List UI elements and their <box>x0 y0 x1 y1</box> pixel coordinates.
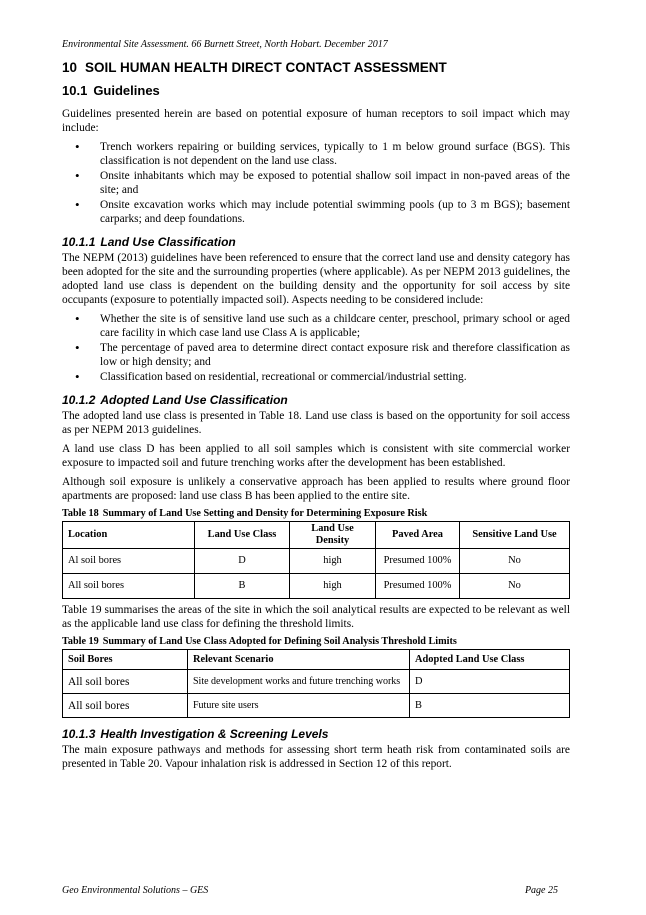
heading-title: Land Use Classification <box>100 235 236 249</box>
table-cell: D <box>410 670 570 694</box>
adopted-paragraph-3: Although soil exposure is unlikely a conservative approach has been applied to results where ground floor apartments are proposed: land use class B has been applied to the entire site. <box>62 476 570 502</box>
subsection-heading-guidelines <box>62 83 570 98</box>
guidelines-intro: Guidelines presented herein are based on potential exposure of human receptors to soil impact which may include: <box>62 108 570 134</box>
section-title: SOIL HUMAN HEALTH DIRECT CONTACT ASSESSMENT <box>85 60 447 75</box>
table-header-cell: Location <box>63 522 195 549</box>
heading-land-use-classification <box>62 235 570 249</box>
list-item: • Classification based on residential, recreational or commercial/industrial setting. <box>62 370 570 384</box>
table-19-intro: Table 19 summarises the areas of the site in which the soil analytical results are expected to be relevant as well as the applicable land use class for defining the threshold limits. <box>62 604 570 630</box>
table-header-cell: Land Use Density <box>290 522 376 549</box>
table-cell: Presumed 100% <box>376 574 460 599</box>
table-header-cell: Land Use Class <box>195 522 290 549</box>
table-18 <box>62 521 570 599</box>
table-header-cell: Soil Bores <box>63 650 188 670</box>
list-item: • Whether the site is of sensitive land use such as a childcare center, preschool, primary school or aged care facility in which case land use Class A is applicable; <box>62 312 570 340</box>
table-row <box>63 574 570 599</box>
land-use-bullet-list <box>62 312 570 384</box>
table-19-caption <box>62 636 570 647</box>
land-use-paragraph: The NEPM (2013) guidelines have been referenced to ensure that the correct land use and density category has been adopted for the site and the surrounding properties (where applicable). As per NEPM 2013 guidelines, the adopted land use class is dependent on the building density and the opportunity for soil access by site occupants (exposure to potentially impacted soil). Aspects needing to be considered include: <box>62 252 570 306</box>
table-number: Table 18 <box>62 508 99 519</box>
health-paragraph: The main exposure pathways and methods for assessing short term heath risk from contaminated soils are presented in Table 20. Vapour inhalation risk is addressed in Section 12 of this report. <box>62 744 570 770</box>
section-heading <box>62 60 570 75</box>
table-caption-text: Summary of Land Use Setting and Density for Determining Exposure Risk <box>102 508 428 519</box>
guidelines-bullet-list <box>62 140 570 226</box>
table-header-row <box>63 650 570 670</box>
table-row <box>63 549 570 574</box>
table-cell: Future site users <box>188 694 410 718</box>
heading-number: 10.1.1 <box>62 235 96 249</box>
table-cell: high <box>290 574 376 599</box>
page-number: Page 25 <box>524 885 558 896</box>
table-cell: Al soil bores <box>63 549 195 574</box>
table-header-row <box>63 522 570 549</box>
table-cell: Presumed 100% <box>376 549 460 574</box>
table-cell: No <box>460 549 570 574</box>
table-cell: D <box>195 549 290 574</box>
table-cell: B <box>410 694 570 718</box>
list-item: • The percentage of paved area to determine direct contact exposure risk and therefore classification as low or high density; and <box>62 341 570 369</box>
table-row <box>63 694 570 718</box>
table-19 <box>62 649 570 718</box>
heading-health-investigation <box>62 727 570 741</box>
heading-number: 10.1.3 <box>62 727 96 741</box>
table-cell: B <box>195 574 290 599</box>
heading-adopted-land-use <box>62 393 570 407</box>
table-cell: All soil bores <box>63 694 188 718</box>
table-row <box>63 670 570 694</box>
table-header-cell: Adopted Land Use Class <box>410 650 570 670</box>
table-header-cell: Paved Area <box>376 522 460 549</box>
table-caption-text: Summary of Land Use Class Adopted for Defining Soil Analysis Threshold Limits <box>102 636 457 647</box>
list-item: • Trench workers repairing or building services, typically to 1 m below ground surface (BGS). This classification is not dependent on the land use class. <box>62 140 570 168</box>
table-header-cell: Relevant Scenario <box>188 650 410 670</box>
table-cell: All soil bores <box>63 670 188 694</box>
table-number: Table 19 <box>62 636 99 647</box>
table-18-caption <box>62 508 570 519</box>
table-cell: Site development works and future trenching works <box>188 670 410 694</box>
table-cell: No <box>460 574 570 599</box>
page-content <box>62 60 570 776</box>
table-header-cell: Sensitive Land Use <box>460 522 570 549</box>
heading-number: 10.1.2 <box>62 393 96 407</box>
heading-title: Health Investigation & Screening Levels <box>100 727 329 741</box>
list-item: • Onsite excavation works which may include potential swimming pools (up to 3 m BGS); basement carparks; and deep foundations. <box>62 198 570 226</box>
section-number: 10 <box>62 60 78 75</box>
subsection-title: Guidelines <box>93 83 160 98</box>
table-cell: high <box>290 549 376 574</box>
adopted-paragraph-2: A land use class D has been applied to all soil samples which is consistent with site commercial worker exposure to impacted soil and future trenching works after the development has been established. <box>62 443 570 469</box>
heading-title: Adopted Land Use Classification <box>100 393 288 407</box>
adopted-paragraph-1: The adopted land use class is presented in Table 18. Land use class is based on the opportunity for soil access as per NEPM 2013 guidelines. <box>62 410 570 436</box>
table-cell: All soil bores <box>63 574 195 599</box>
page-footer <box>62 885 558 896</box>
footer-company: Geo Environmental Solutions – GES <box>62 885 209 896</box>
list-item: • Onsite inhabitants which may be exposed to potential shallow soil impact in non-paved areas of the site; and <box>62 169 570 197</box>
running-header: Environmental Site Assessment. 66 Burnett Street, North Hobart. December 2017 <box>62 39 388 50</box>
subsection-number: 10.1 <box>62 83 88 98</box>
